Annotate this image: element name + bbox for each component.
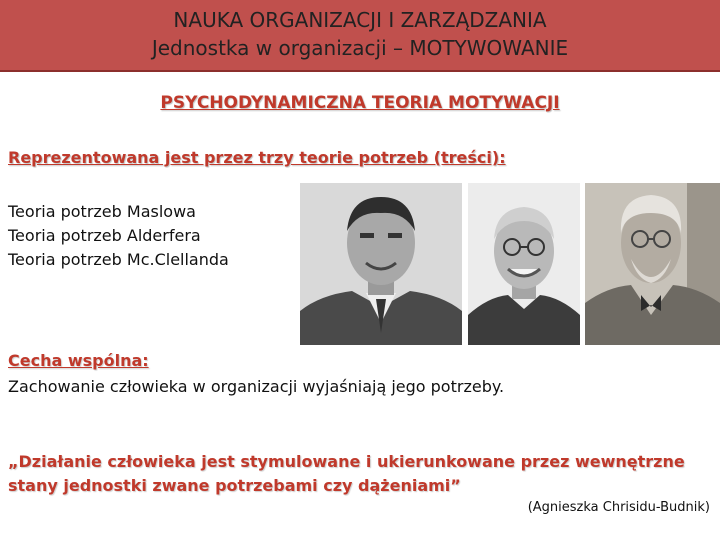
portrait-alderfer: [468, 183, 580, 345]
theory-item: Teoria potrzeb Mc.Clellanda: [8, 250, 229, 269]
course-title: NAUKA ORGANIZACJI I ZARZĄDZANIA: [173, 8, 547, 32]
slide-heading: PSYCHODYNAMICZNA TEORIA MOTYWACJI: [160, 93, 560, 113]
theory-item: Teoria potrzeb Alderfera: [8, 226, 201, 245]
portrait-mcclelland: [585, 183, 720, 345]
common-feature-text: Zachowanie człowieka w organizacji wyjaśniają jego potrzeby.: [8, 377, 505, 396]
quote: [8, 450, 708, 498]
theory-list: [8, 200, 229, 272]
quote-line: „Działanie człowieka jest stymulowane i ukierunkowane przez wewnętrzne: [8, 452, 685, 471]
common-feature-heading: Cecha wspólna:: [8, 351, 149, 370]
title-bar: [0, 0, 720, 72]
lecture-title: Jednostka w organizacji – MOTYWOWANIE: [151, 36, 569, 60]
portrait-maslow: [300, 183, 462, 345]
theory-item: Teoria potrzeb Maslowa: [8, 202, 196, 221]
intro-text: Reprezentowana jest przez trzy teorie potrzeb (treści):: [8, 148, 506, 167]
quote-line: stany jednostki zwane potrzebami czy dążeniami”: [8, 476, 461, 495]
quote-author: (Agnieszka Chrisidu-Budnik): [527, 500, 710, 515]
